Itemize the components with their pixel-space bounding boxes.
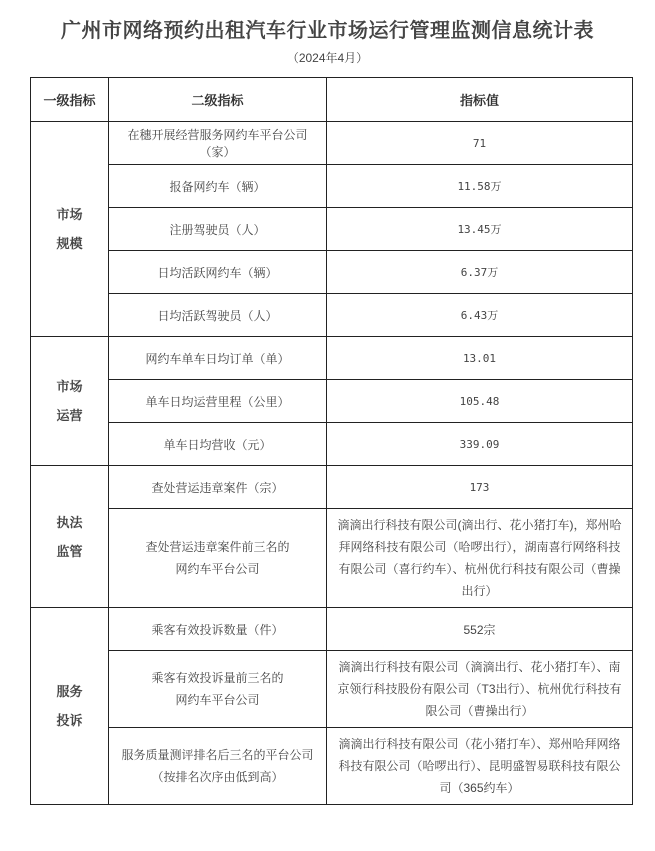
table-row xyxy=(31,122,633,165)
indicator-label: 单车日均运营里程（公里） xyxy=(109,380,327,423)
category-market-scale: 市场 规模 xyxy=(31,122,109,337)
indicator-label: 在穗开展经营服务网约车平台公司（家） xyxy=(109,122,327,165)
indicator-label: 乘客有效投诉量前三名的 网约车平台公司 xyxy=(109,651,327,728)
indicator-value: 11.58万 xyxy=(327,165,633,208)
indicator-value: 6.37万 xyxy=(327,251,633,294)
table-row xyxy=(31,208,633,251)
table-row xyxy=(31,651,633,728)
indicator-label: 网约车单车日均订单（单） xyxy=(109,337,327,380)
indicator-label: 服务质量测评排名后三名的平台公司（按排名次序由低到高） xyxy=(109,728,327,805)
table-row xyxy=(31,294,633,337)
table-row xyxy=(31,466,633,509)
indicator-label: 日均活跃驾驶员（人） xyxy=(109,294,327,337)
indicator-value: 滴滴出行科技有限公司(滴出行、花小猪打车)，郑州哈拜网络科技有限公司（哈啰出行），湖南喜行网络科技有限公司（喜行约车）、杭州优行科技有限公司（曹操出行） xyxy=(327,509,633,608)
report-period: （2024年4月） xyxy=(286,51,369,65)
header-value: 指标值 xyxy=(327,78,633,122)
indicator-value: 71 xyxy=(327,122,633,165)
page-title: 广州市网络预约出租汽车行业市场运行管理监测信息统计表 xyxy=(61,18,594,42)
indicator-label: 日均活跃网约车（辆） xyxy=(109,251,327,294)
table-row xyxy=(31,423,633,466)
indicator-value: 105.48 xyxy=(327,380,633,423)
indicator-value: 339.09 xyxy=(327,423,633,466)
header-level2: 二级指标 xyxy=(109,78,327,122)
indicator-value: 6.43万 xyxy=(327,294,633,337)
table-row xyxy=(31,608,633,651)
indicator-label: 查处营运违章案件前三名的 网约车平台公司 xyxy=(109,509,327,608)
indicator-label: 单车日均营收（元） xyxy=(109,423,327,466)
table-row xyxy=(31,337,633,380)
table-row xyxy=(31,509,633,608)
table-row xyxy=(31,728,633,805)
statistics-table xyxy=(30,77,633,805)
indicator-label: 报备网约车（辆） xyxy=(109,165,327,208)
indicator-value: 13.01 xyxy=(327,337,633,380)
category-market-operation: 市场 运营 xyxy=(31,337,109,466)
indicator-value: 滴滴出行科技有限公司（花小猪打车）、郑州哈拜网络科技有限公司（哈啰出行）、昆明盛智易联科技有限公司（365约车） xyxy=(327,728,633,805)
indicator-value: 13.45万 xyxy=(327,208,633,251)
table-row xyxy=(31,251,633,294)
indicator-label: 注册驾驶员（人） xyxy=(109,208,327,251)
indicator-value: 552宗 xyxy=(327,608,633,651)
indicator-label: 乘客有效投诉数量（件） xyxy=(109,608,327,651)
table-row xyxy=(31,165,633,208)
indicator-label: 查处营运违章案件（宗） xyxy=(109,466,327,509)
table-header-row xyxy=(31,78,633,122)
indicator-value: 滴滴出行科技有限公司（滴滴出行、花小猪打车）、南京领行科技股份有限公司（T3出行）、杭州优行科技有限公司（曹操出行） xyxy=(327,651,633,728)
header-level1: 一级指标 xyxy=(31,78,109,122)
category-law-enforcement: 执法 监管 xyxy=(31,466,109,608)
category-service-complaints: 服务 投诉 xyxy=(31,608,109,805)
table-row xyxy=(31,380,633,423)
indicator-value: 173 xyxy=(327,466,633,509)
